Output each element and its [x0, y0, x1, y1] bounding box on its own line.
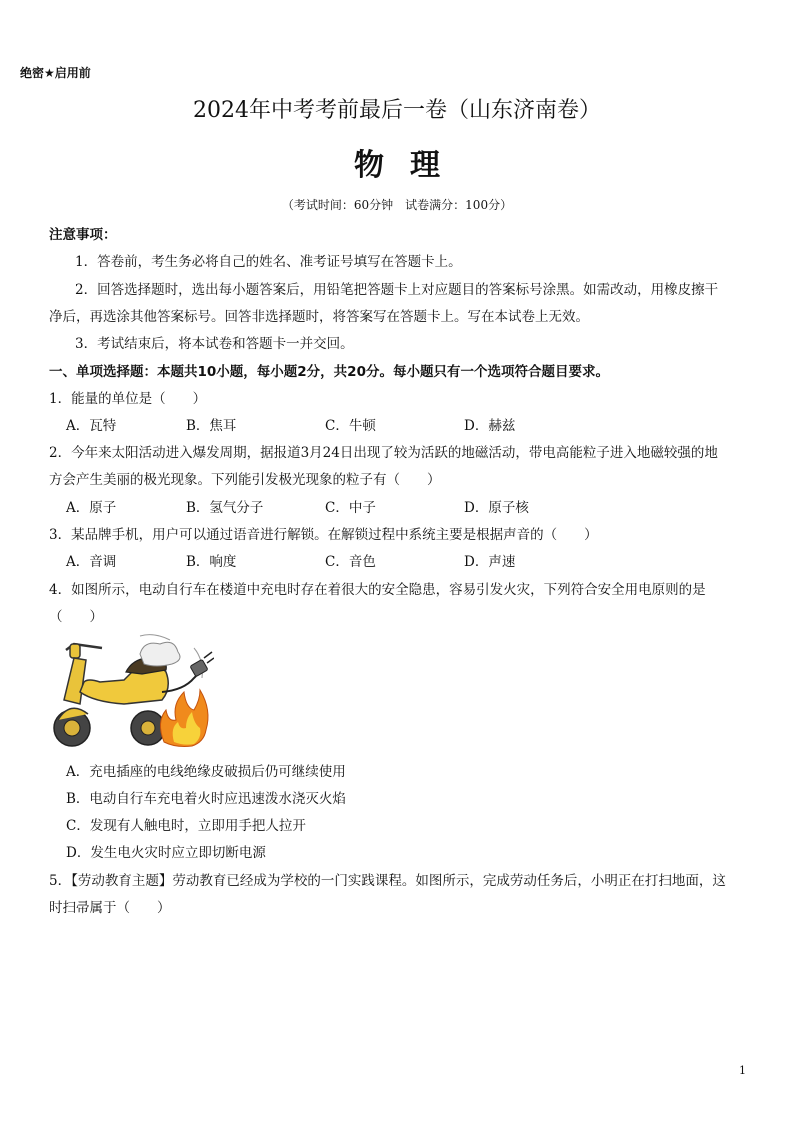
q4-stem-line2: （ ） — [49, 609, 103, 625]
q3-option-d: D．声速 — [464, 554, 516, 570]
note-item-1: 1．答卷前，考生务必将自己的姓名、准考证号填写在答题卡上。 — [75, 254, 462, 270]
note-item-2-line2: 净后，再选涂其他答案标号。回答非选择题时，将答案写在答题卡上。写在本试卷上无效。 — [49, 309, 589, 325]
exam-title: 2024年中考考前最后一卷（山东济南卷） — [193, 98, 601, 123]
q5-stem-line1: 5．【劳动教育主题】劳动教育已经成为学校的一门实践课程。如图所示，完成劳动任务后，小明正在打扫地面，这 — [49, 873, 726, 889]
q1-option-a: A．瓦特 — [66, 418, 117, 434]
q3-option-a: A．音调 — [66, 554, 117, 570]
q4-option-a: A．充电插座的电线绝缘皮破损后仍可继续使用 — [66, 764, 346, 780]
confidential-label: 绝密★启用前 — [20, 66, 91, 80]
q2-stem-line1: 2．今年来太阳活动进入爆发周期，据报道3月24日出现了较为活跃的地磁活动，带电高能粒子进入地磁较强的地 — [49, 445, 718, 461]
q3-option-b: B．响度 — [186, 554, 237, 570]
q2-option-c: C．中子 — [325, 500, 376, 516]
q3-stem: 3．某品牌手机，用户可以通过语音进行解锁。在解锁过程中系统主要是根据声音的（ ） — [49, 527, 598, 543]
q1-option-c: C．牛顿 — [325, 418, 376, 434]
exam-info: （考试时间：60分钟 试卷满分：100分） — [281, 198, 513, 212]
q1-stem: 1．能量的单位是（ ） — [49, 391, 207, 407]
q1-option-d: D．赫兹 — [464, 418, 516, 434]
q2-option-b: B．氢气分子 — [186, 500, 264, 516]
q2-option-a: A．原子 — [66, 500, 117, 516]
q1-option-b: B．焦耳 — [186, 418, 237, 434]
scooter-fire-illustration — [44, 630, 214, 752]
note-item-2-line1: 2．回答选择题时，选出每小题答案后，用铅笔把答题卡上对应题目的答案标号涂黑。如需改动，用橡皮擦干 — [75, 282, 719, 298]
scooter-fire-icon — [44, 630, 214, 752]
q4-option-d: D．发生电火灾时应立即切断电源 — [66, 845, 266, 861]
q4-option-c: C．发现有人触电时，立即用手把人拉开 — [66, 818, 306, 834]
notes-heading: 注意事项： — [49, 227, 117, 243]
subject-title: 物理 — [354, 148, 466, 183]
q4-stem-line1: 4．如图所示，电动自行车在楼道中充电时存在着很大的安全隐患，容易引发火灾，下列符合安全用电原则的是 — [49, 582, 706, 598]
q2-stem-line2: 方会产生美丽的极光现象。下列能引发极光现象的粒子有（ ） — [49, 472, 441, 488]
page-number: 1 — [739, 1064, 746, 1077]
note-item-3: 3．考试结束后，将本试卷和答题卡一并交回。 — [75, 336, 354, 352]
q3-option-c: C．音色 — [325, 554, 376, 570]
q5-stem-line2: 时扫帚属于（ ） — [49, 900, 171, 916]
q4-option-b: B．电动自行车充电着火时应迅速泼水浇灭火焰 — [66, 791, 346, 807]
section-heading: 一、单项选择题：本题共10小题，每小题2分，共20分。每小题只有一个选项符合题目要求。 — [49, 364, 609, 380]
q2-option-d: D．原子核 — [464, 500, 529, 516]
